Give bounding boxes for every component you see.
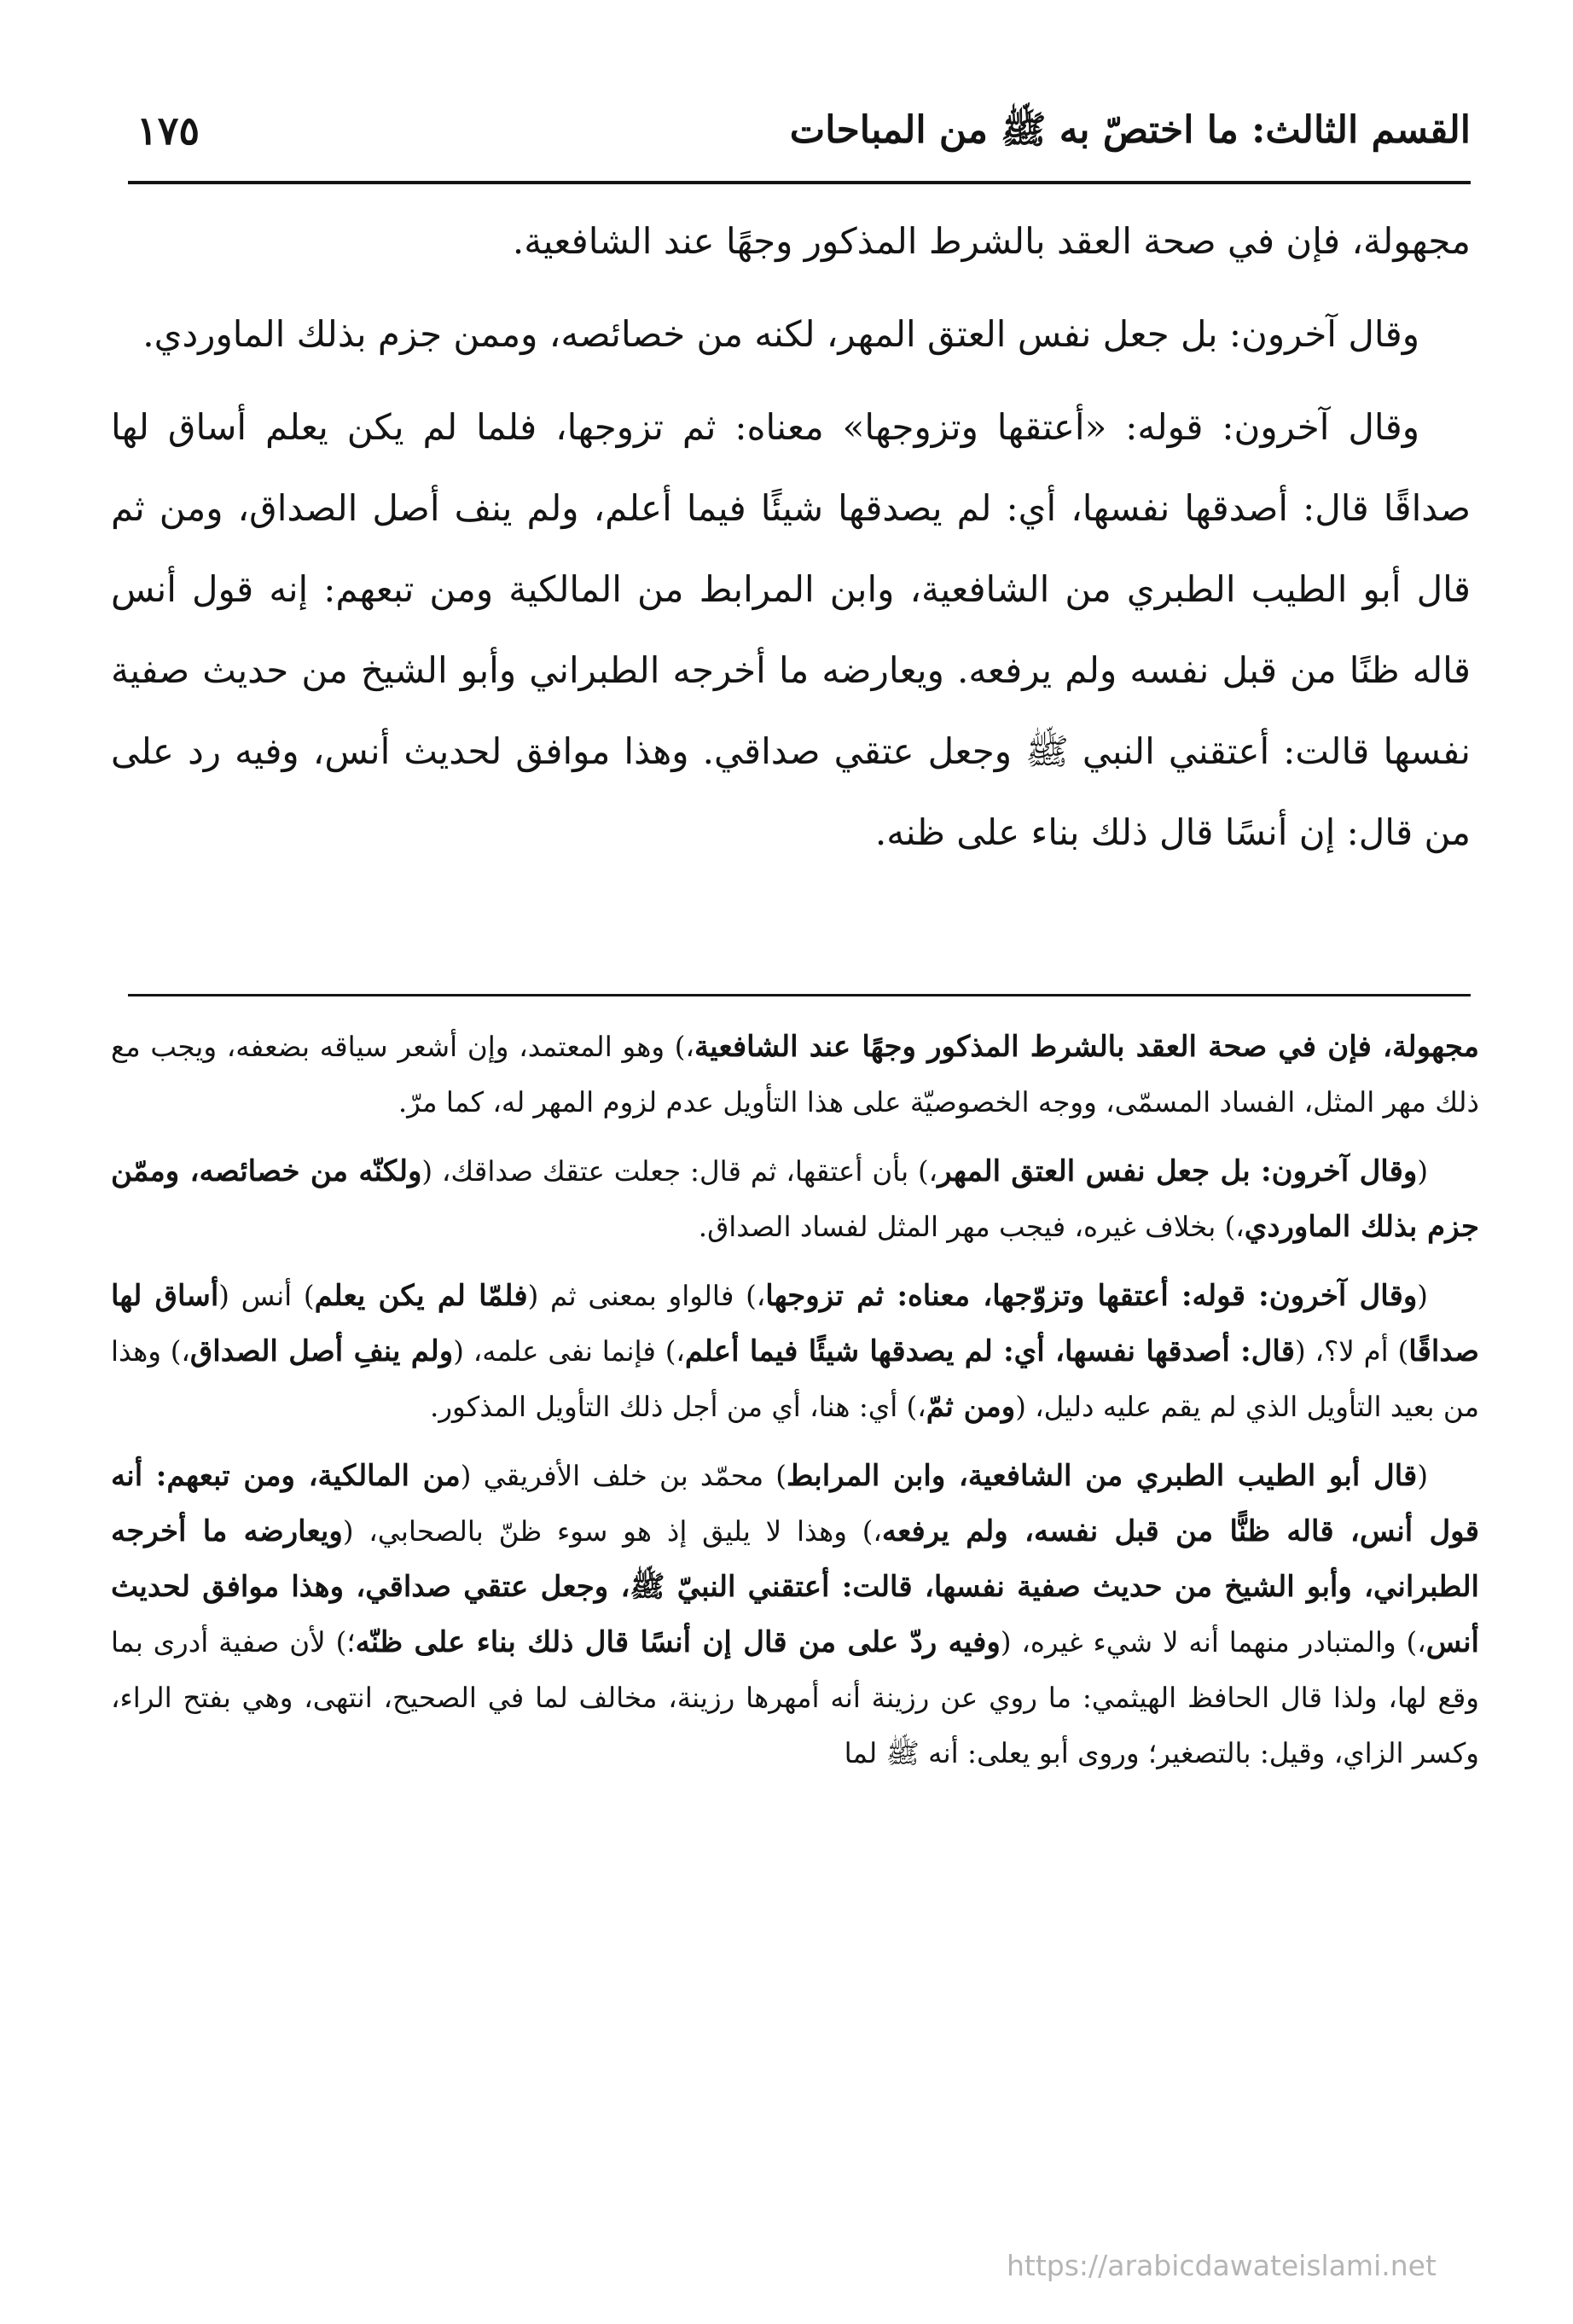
quoted-text: قال أبو الطيب الطبري من الشافعية، وابن المرابط xyxy=(786,1459,1418,1493)
commentary-text: ) أنس ( xyxy=(218,1280,315,1312)
commentary-paragraph-4 xyxy=(111,1449,1479,1781)
commentary-paragraph-1 xyxy=(111,1020,1479,1130)
commentary-text: ،) وهذا من بعيد التأويل الذي لم يقم عليه دليل، ( xyxy=(111,1335,1479,1423)
commentary-text: ،) أي: هنا، أي من أجل ذلك التأويل المذكور. xyxy=(429,1391,926,1423)
quoted-text: وقال آخرون: قوله: أعتقها وتزوّجها، معناه: ثم تزوجها xyxy=(765,1279,1418,1313)
commentary-text: ،) وهذا لا يليق إذ هو سوء ظنّ بالصحابي، ( xyxy=(342,1515,882,1548)
commentary-text: ؛) لأن صفية أدرى بما وقع لها، ولذا قال الحافظ الهيثمي: ما روي عن رزينة أنه أمهرها رزينة، مخالف لما في الصحيح، انتهى، وهي بفتح الراء، وكسر الزاي، وقيل: بالتصغير؛ وروى أبو يعلى: أنه ﷺ لما xyxy=(111,1626,1479,1769)
main-text xyxy=(111,200,1471,885)
quoted-text: وفيه ردّ على من قال إن أنسًا قال ذلك بناء على ظنّه xyxy=(355,1625,1001,1659)
commentary-text: ،) فالواو بمعنى ثم ( xyxy=(527,1280,766,1312)
main-paragraph-1: مجهولة، فإن في صحة العقد بالشرط المذكور وجهًا عند الشافعية. xyxy=(512,220,1471,262)
commentary-text: ( xyxy=(1417,1155,1428,1188)
commentary-paragraph-2 xyxy=(111,1144,1479,1255)
commentary-text: ،) بخلاف غيره، فيجب مهر المثل لفساد الصداق. xyxy=(698,1211,1245,1243)
commentary-paragraph-3 xyxy=(111,1269,1479,1435)
header-title: القسم الثالث: ما اختصّ به ﷺ من المباحات xyxy=(789,108,1471,152)
commentary-separator xyxy=(128,994,1471,996)
quoted-text: قال: أصدقها نفسها، أي: لم يصدقها شيئًا فيما أعلم xyxy=(684,1334,1295,1368)
main-paragraph-2: وقال آخرون: بل جعل نفس العتق المهر، لكنه من خصائصه، وممن جزم بذلك الماوردي. xyxy=(142,313,1419,355)
watermark-url: https://arabicdawateislami.net xyxy=(1007,2249,1437,2282)
commentary-text: ،) وهو المعتمد، وإن أشعر سياقه بضعفه، ويجب مع ذلك مهر المثل، الفساد المسمّى، ووجه الخصوصيّة على هذا التأويل عدم لزوم المهر له، كما مرّ. xyxy=(111,1031,1479,1118)
page-number: ١٧٥ xyxy=(136,107,200,154)
commentary-text: ( xyxy=(1417,1460,1428,1492)
commentary-text: ،) بأن أعتقها، ثم قال: جعلت عتقك صداقك، ( xyxy=(421,1155,938,1188)
commentary-text: ) أم لا؟، ( xyxy=(1294,1335,1409,1368)
quoted-text: من المالكية، ومن تبعهم: أنه قول أنس، قاله ظنًّا من قبل نفسه، ولم يرفعه xyxy=(111,1459,1479,1548)
quoted-text: فلمّا لم يكن يعلم xyxy=(314,1279,528,1313)
quoted-text: وقال آخرون: بل جعل نفس العتق المهر xyxy=(937,1154,1418,1188)
commentary-text: ،) فإنما نفى علمه، ( xyxy=(453,1335,685,1368)
quoted-text: ولم ينفِ أصل الصداق xyxy=(189,1334,454,1368)
commentary xyxy=(111,1020,1479,1795)
quoted-text: أساق لها صداقًا xyxy=(111,1279,1479,1368)
commentary-text: ) محمّد بن خلف الأفريقي ( xyxy=(460,1460,786,1492)
quoted-text: ويعارضه ما أخرجه الطبراني، وأبو الشيخ من حديث صفية نفسها، قالت: أعتقني النبيّ ﷺ، وجعل عتقي صداقي، وهذا موافق لحديث أنس xyxy=(111,1514,1479,1659)
running-header xyxy=(128,101,1471,160)
commentary-text: ،) والمتبادر منهما أنه لا شيء غيره، ( xyxy=(1000,1626,1426,1659)
quoted-text: مجهولة، فإن في صحة العقد بالشرط المذكور وجهًا عند الشافعية xyxy=(694,1030,1479,1064)
quoted-text: ولكنّه من خصائصه، وممّن جزم بذلك الماوردي xyxy=(111,1154,1479,1244)
commentary-text: ( xyxy=(1417,1280,1428,1312)
header-rule xyxy=(128,181,1471,184)
main-paragraph-3: وقال آخرون: قوله: «أعتقها وتزوجها» معناه: ثم تزوجها، فلما لم يكن يعلم أساق لها صداقًا قال: أصدقها نفسها، أي: لم يصدقها شيئًا فيما أعلم، ولم ينف أصل الصداق، ومن ثم قال أبو الطيب الطبري من الشافعية، وابن المرابط من المالكية ومن تبعهم: إنه قول أنس قاله ظنًا من قبل نفسه ولم يرفعه. ويعارضه ما أخرجه الطبراني وأبو الشيخ من حديث صفية نفسها قالت: أعتقني النبي ﷺ وجعل عتقي صداقي. وهذا موافق لحديث أنس، وفيه رد على من قال: إن أنسًا قال ذلك بناء على ظنه. xyxy=(111,406,1471,853)
quoted-text: ومن ثمّ xyxy=(926,1390,1016,1424)
